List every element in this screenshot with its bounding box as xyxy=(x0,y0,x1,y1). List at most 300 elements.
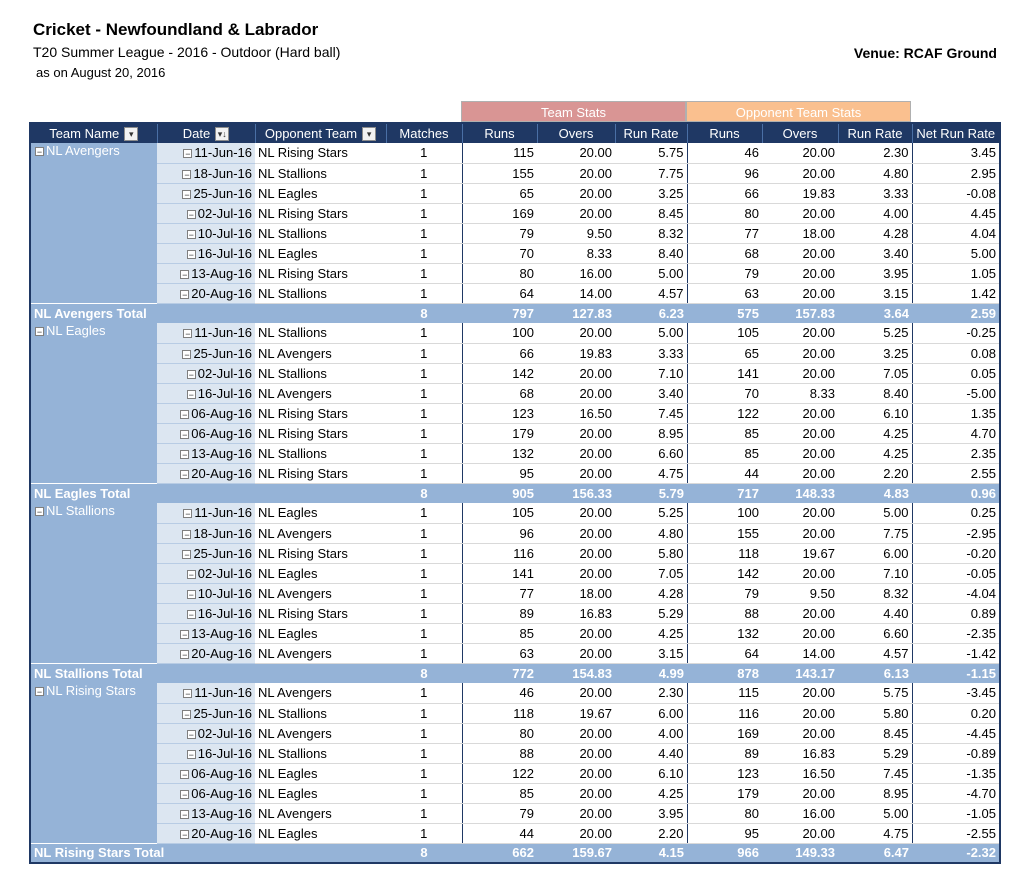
matches-cell: 1 xyxy=(386,323,462,343)
opp-overs-cell: 20.00 xyxy=(762,563,838,583)
opponent-cell: NL Avengers xyxy=(255,583,386,603)
opp-runs-cell: 96 xyxy=(687,163,762,183)
opp-runs-cell: 89 xyxy=(687,743,762,763)
opp-run-rate-cell: 5.00 xyxy=(838,503,912,523)
table-row xyxy=(30,363,1000,383)
runs-cell: 116 xyxy=(462,543,537,563)
team-stats-group-header: Team Stats xyxy=(461,101,686,122)
date-cell[interactable] xyxy=(157,323,255,343)
run-rate-cell: 5.75 xyxy=(615,143,687,163)
net-run-rate-cell: -4.04 xyxy=(912,583,1000,603)
total-overs-cell: 159.67 xyxy=(537,843,615,863)
col-header-overs: Overs xyxy=(537,123,615,143)
col-header-matches: Matches xyxy=(386,123,462,143)
col-header-run-rate: Run Rate xyxy=(615,123,687,143)
team-name-cell[interactable] xyxy=(30,143,157,303)
run-rate-cell: 4.75 xyxy=(615,463,687,483)
run-rate-cell: 8.95 xyxy=(615,423,687,443)
net-run-rate-cell: 3.45 xyxy=(912,143,1000,163)
collapse-toggle-icon[interactable]: − xyxy=(188,609,194,620)
table-row xyxy=(30,543,1000,563)
matches-cell: 1 xyxy=(386,343,462,363)
matches-cell: 1 xyxy=(386,203,462,223)
collapse-toggle-icon[interactable]: − xyxy=(182,789,188,800)
collapse-toggle-icon[interactable]: − xyxy=(184,529,190,540)
date-cell[interactable] xyxy=(157,243,255,263)
collapse-toggle-icon[interactable]: − xyxy=(184,169,190,180)
run-rate-cell: 5.80 xyxy=(615,543,687,563)
overs-cell: 20.00 xyxy=(537,383,615,403)
opponent-cell: NL Avengers xyxy=(255,383,386,403)
total-opp-runs-cell: 966 xyxy=(687,843,762,863)
date-label: 18-Jun-16 xyxy=(193,525,252,541)
net-run-rate-cell: -4.45 xyxy=(912,723,1000,743)
total-opp-runs-cell: 575 xyxy=(687,303,762,323)
collapse-toggle-icon[interactable]: − xyxy=(36,687,43,698)
net-run-rate-cell: -3.45 xyxy=(912,683,1000,703)
runs-cell: 105 xyxy=(462,503,537,523)
table-row xyxy=(30,803,1000,823)
collapse-toggle-icon[interactable]: − xyxy=(184,709,190,720)
opponent-cell: NL Stallions xyxy=(255,363,386,383)
opp-overs-cell: 20.00 xyxy=(762,363,838,383)
runs-cell: 63 xyxy=(462,643,537,663)
date-cell[interactable] xyxy=(157,823,255,843)
opp-runs-cell: 105 xyxy=(687,323,762,343)
opponent-cell: NL Rising Stars xyxy=(255,143,386,163)
overs-cell: 16.00 xyxy=(537,263,615,283)
total-overs-cell: 127.83 xyxy=(537,303,615,323)
opponent-cell: NL Eagles xyxy=(255,783,386,803)
overs-cell: 18.00 xyxy=(537,583,615,603)
matches-cell: 1 xyxy=(386,603,462,623)
date-label: 16-Jul-16 xyxy=(197,605,252,621)
table-row xyxy=(30,503,1000,523)
total-run-rate-cell: 5.79 xyxy=(615,483,687,503)
runs-cell: 80 xyxy=(462,263,537,283)
runs-cell: 64 xyxy=(462,283,537,303)
opp-overs-cell: 14.00 xyxy=(762,643,838,663)
total-matches-cell: 8 xyxy=(386,303,462,323)
opponent-cell: NL Stallions xyxy=(255,323,386,343)
opp-runs-cell: 80 xyxy=(687,803,762,823)
table-row xyxy=(30,403,1000,423)
net-run-rate-cell: -2.95 xyxy=(912,523,1000,543)
total-opp-overs-cell: 149.33 xyxy=(762,843,838,863)
team-total-row xyxy=(30,483,1000,503)
opp-run-rate-cell: 5.29 xyxy=(838,743,912,763)
overs-cell: 20.00 xyxy=(537,443,615,463)
runs-cell: 100 xyxy=(462,323,537,343)
runs-cell: 85 xyxy=(462,783,537,803)
team-name-cell[interactable] xyxy=(30,503,157,663)
overs-cell: 20.00 xyxy=(537,523,615,543)
date-label: 25-Jun-16 xyxy=(193,185,252,201)
overs-cell: 20.00 xyxy=(537,823,615,843)
total-net-run-rate-cell: -2.32 xyxy=(912,843,1000,863)
date-cell[interactable] xyxy=(157,803,255,823)
matches-cell: 1 xyxy=(386,683,462,703)
opp-overs-cell: 20.00 xyxy=(762,323,838,343)
date-label: 20-Aug-16 xyxy=(191,285,252,301)
table-row xyxy=(30,823,1000,843)
opp-run-rate-cell: 4.00 xyxy=(838,203,912,223)
runs-cell: 179 xyxy=(462,423,537,443)
opp-overs-cell: 20.00 xyxy=(762,423,838,443)
opponent-filter-dropdown-icon[interactable]: ▾ xyxy=(362,127,376,141)
collapse-toggle-icon[interactable]: − xyxy=(182,429,188,440)
collapse-toggle-icon[interactable]: − xyxy=(36,327,43,338)
date-cell[interactable] xyxy=(157,543,255,563)
date-cell[interactable] xyxy=(157,283,255,303)
collapse-toggle-icon[interactable]: − xyxy=(182,269,188,280)
opponent-cell: NL Eagles xyxy=(255,623,386,643)
run-rate-cell: 7.45 xyxy=(615,403,687,423)
col-header-date: Date ▾↓ xyxy=(157,123,255,143)
matches-cell: 1 xyxy=(386,243,462,263)
net-run-rate-cell: 4.45 xyxy=(912,203,1000,223)
opponent-cell: NL Eagles xyxy=(255,763,386,783)
opp-runs-cell: 116 xyxy=(687,703,762,723)
date-cell[interactable] xyxy=(157,723,255,743)
team-total-row xyxy=(30,663,1000,683)
net-run-rate-cell: 2.35 xyxy=(912,443,1000,463)
net-run-rate-cell: 2.95 xyxy=(912,163,1000,183)
table-row xyxy=(30,223,1000,243)
date-label: 02-Jul-16 xyxy=(197,725,252,741)
collapse-toggle-icon[interactable]: − xyxy=(188,729,194,740)
opponent-cell: NL Rising Stars xyxy=(255,603,386,623)
table-row xyxy=(30,423,1000,443)
matches-cell: 1 xyxy=(386,743,462,763)
opponent-cell: NL Rising Stars xyxy=(255,403,386,423)
team-total-label: NL Eagles Total xyxy=(30,483,386,503)
opp-overs-cell: 20.00 xyxy=(762,523,838,543)
runs-cell: 70 xyxy=(462,243,537,263)
run-rate-cell: 3.40 xyxy=(615,383,687,403)
runs-cell: 169 xyxy=(462,203,537,223)
team-name-cell[interactable] xyxy=(30,683,157,843)
table-row xyxy=(30,343,1000,363)
table-row xyxy=(30,203,1000,223)
collapse-toggle-icon[interactable]: − xyxy=(188,229,194,240)
date-label: 06-Aug-16 xyxy=(191,405,252,421)
run-rate-cell: 4.28 xyxy=(615,583,687,603)
matches-cell: 1 xyxy=(386,363,462,383)
opp-run-rate-cell: 3.40 xyxy=(838,243,912,263)
matches-cell: 1 xyxy=(386,523,462,543)
matches-cell: 1 xyxy=(386,263,462,283)
net-run-rate-cell: -4.70 xyxy=(912,783,1000,803)
total-overs-cell: 154.83 xyxy=(537,663,615,683)
collapse-toggle-icon[interactable]: − xyxy=(188,249,194,260)
date-cell[interactable] xyxy=(157,583,255,603)
collapse-toggle-icon[interactable]: − xyxy=(185,149,191,160)
opp-run-rate-cell: 6.60 xyxy=(838,623,912,643)
opp-overs-cell: 19.83 xyxy=(762,183,838,203)
runs-cell: 88 xyxy=(462,743,537,763)
date-cell[interactable] xyxy=(157,343,255,363)
matches-cell: 1 xyxy=(386,623,462,643)
run-rate-cell: 5.00 xyxy=(615,323,687,343)
date-label: 16-Jul-16 xyxy=(197,245,252,261)
date-label: 10-Jul-16 xyxy=(197,225,252,241)
total-overs-cell: 156.33 xyxy=(537,483,615,503)
runs-cell: 44 xyxy=(462,823,537,843)
date-label: 16-Jul-16 xyxy=(197,385,252,401)
date-label: 11-Jun-16 xyxy=(194,505,252,521)
overs-cell: 20.00 xyxy=(537,143,615,163)
opp-overs-cell: 16.50 xyxy=(762,763,838,783)
col-header-team-name: Team Name ▾ xyxy=(30,123,157,143)
date-cell[interactable] xyxy=(157,783,255,803)
opp-run-rate-cell: 2.30 xyxy=(838,143,912,163)
collapse-toggle-icon[interactable]: − xyxy=(184,349,190,360)
matches-cell: 1 xyxy=(386,503,462,523)
opp-overs-cell: 20.00 xyxy=(762,343,838,363)
date-cell[interactable] xyxy=(157,383,255,403)
collapse-toggle-icon[interactable]: − xyxy=(185,689,191,700)
table-row xyxy=(30,143,1000,163)
date-cell[interactable] xyxy=(157,463,255,483)
collapse-toggle-icon[interactable]: − xyxy=(185,329,191,340)
date-cell[interactable] xyxy=(157,143,255,163)
opp-overs-cell: 20.00 xyxy=(762,723,838,743)
net-run-rate-cell: 5.00 xyxy=(912,243,1000,263)
opp-overs-cell: 20.00 xyxy=(762,503,838,523)
collapse-toggle-icon[interactable]: − xyxy=(184,549,190,560)
collapse-toggle-icon[interactable]: − xyxy=(188,749,194,760)
overs-cell: 20.00 xyxy=(537,463,615,483)
opponent-cell: NL Avengers xyxy=(255,643,386,663)
opp-overs-cell: 19.67 xyxy=(762,543,838,563)
matches-cell: 1 xyxy=(386,563,462,583)
run-rate-cell: 4.57 xyxy=(615,283,687,303)
table-row xyxy=(30,523,1000,543)
team-name-label: NL Eagles xyxy=(46,323,106,338)
matches-cell: 1 xyxy=(386,643,462,663)
net-run-rate-cell: 4.70 xyxy=(912,423,1000,443)
table-row xyxy=(30,243,1000,263)
collapse-toggle-icon[interactable]: − xyxy=(182,649,188,660)
net-run-rate-cell: 4.04 xyxy=(912,223,1000,243)
overs-cell: 20.00 xyxy=(537,563,615,583)
date-sort-filter-icon[interactable]: ▾↓ xyxy=(215,127,229,141)
collapse-toggle-icon[interactable]: − xyxy=(182,409,188,420)
date-label: 18-Jun-16 xyxy=(193,165,252,181)
runs-cell: 155 xyxy=(462,163,537,183)
opp-runs-cell: 95 xyxy=(687,823,762,843)
col-header-runs: Runs xyxy=(462,123,537,143)
opp-run-rate-cell: 7.75 xyxy=(838,523,912,543)
opp-overs-cell: 16.00 xyxy=(762,803,838,823)
date-cell[interactable] xyxy=(157,503,255,523)
overs-cell: 9.50 xyxy=(537,223,615,243)
collapse-toggle-icon[interactable]: − xyxy=(36,147,43,158)
opp-run-rate-cell: 7.45 xyxy=(838,763,912,783)
opp-runs-cell: 79 xyxy=(687,583,762,603)
date-cell[interactable] xyxy=(157,163,255,183)
runs-cell: 96 xyxy=(462,523,537,543)
table-row xyxy=(30,283,1000,303)
net-run-rate-cell: -0.20 xyxy=(912,543,1000,563)
date-cell[interactable] xyxy=(157,523,255,543)
opp-run-rate-cell: 7.05 xyxy=(838,363,912,383)
overs-cell: 20.00 xyxy=(537,203,615,223)
opp-run-rate-cell: 6.10 xyxy=(838,403,912,423)
net-run-rate-cell: 1.05 xyxy=(912,263,1000,283)
collapse-toggle-icon[interactable]: − xyxy=(188,369,194,380)
collapse-toggle-icon[interactable]: − xyxy=(188,589,194,600)
date-label: 11-Jun-16 xyxy=(194,145,252,161)
net-run-rate-cell: -1.35 xyxy=(912,763,1000,783)
collapse-toggle-icon[interactable]: − xyxy=(182,289,188,300)
opp-overs-cell: 20.00 xyxy=(762,283,838,303)
opp-overs-cell: 20.00 xyxy=(762,683,838,703)
date-label: 20-Aug-16 xyxy=(191,465,252,481)
collapse-toggle-icon[interactable]: − xyxy=(182,469,188,480)
runs-cell: 132 xyxy=(462,443,537,463)
opp-run-rate-cell: 5.00 xyxy=(838,803,912,823)
report-date: as on August 20, 2016 xyxy=(36,65,166,80)
date-cell[interactable] xyxy=(157,403,255,423)
date-cell[interactable] xyxy=(157,763,255,783)
date-label: 13-Aug-16 xyxy=(191,625,252,641)
team-name-filter-dropdown-icon[interactable]: ▾ xyxy=(124,127,138,141)
opp-run-rate-cell: 3.95 xyxy=(838,263,912,283)
opponent-cell: NL Stallions xyxy=(255,283,386,303)
opponent-cell: NL Avengers xyxy=(255,343,386,363)
opponent-cell: NL Eagles xyxy=(255,503,386,523)
date-cell[interactable] xyxy=(157,743,255,763)
opp-overs-cell: 16.83 xyxy=(762,743,838,763)
net-run-rate-cell: 0.20 xyxy=(912,703,1000,723)
date-cell[interactable] xyxy=(157,603,255,623)
total-net-run-rate-cell: 0.96 xyxy=(912,483,1000,503)
date-cell[interactable] xyxy=(157,203,255,223)
opp-runs-cell: 100 xyxy=(687,503,762,523)
matches-cell: 1 xyxy=(386,583,462,603)
report-subtitle: T20 Summer League - 2016 - Outdoor (Hard ball) xyxy=(33,44,341,60)
overs-cell: 20.00 xyxy=(537,503,615,523)
net-run-rate-cell: 2.55 xyxy=(912,463,1000,483)
table-row xyxy=(30,443,1000,463)
runs-cell: 122 xyxy=(462,763,537,783)
date-cell[interactable] xyxy=(157,263,255,283)
collapse-toggle-icon[interactable]: − xyxy=(182,769,188,780)
opp-overs-cell: 20.00 xyxy=(762,623,838,643)
opp-overs-cell: 20.00 xyxy=(762,243,838,263)
overs-cell: 20.00 xyxy=(537,683,615,703)
run-rate-cell: 2.20 xyxy=(615,823,687,843)
team-name-cell[interactable] xyxy=(30,323,157,483)
date-cell[interactable] xyxy=(157,443,255,463)
opp-run-rate-cell: 3.25 xyxy=(838,343,912,363)
date-label: 16-Jul-16 xyxy=(197,745,252,761)
overs-cell: 20.00 xyxy=(537,803,615,823)
overs-cell: 16.83 xyxy=(537,603,615,623)
collapse-toggle-icon[interactable]: − xyxy=(188,389,194,400)
total-opp-run-rate-cell: 6.47 xyxy=(838,843,912,863)
total-opp-run-rate-cell: 3.64 xyxy=(838,303,912,323)
collapse-toggle-icon[interactable]: − xyxy=(185,509,191,520)
opponent-cell: NL Eagles xyxy=(255,243,386,263)
opponent-cell: NL Rising Stars xyxy=(255,543,386,563)
date-label: 02-Jul-16 xyxy=(197,365,252,381)
collapse-toggle-icon[interactable]: − xyxy=(182,809,188,820)
collapse-toggle-icon[interactable]: − xyxy=(182,449,188,460)
overs-cell: 19.83 xyxy=(537,343,615,363)
matches-cell: 1 xyxy=(386,723,462,743)
table-row xyxy=(30,183,1000,203)
date-cell[interactable] xyxy=(157,223,255,243)
date-label: 06-Aug-16 xyxy=(191,425,252,441)
collapse-toggle-icon[interactable]: − xyxy=(188,569,194,580)
collapse-toggle-icon[interactable]: − xyxy=(184,189,190,200)
run-rate-cell: 7.10 xyxy=(615,363,687,383)
report-title: Cricket - Newfoundland & Labrador xyxy=(33,20,319,39)
total-matches-cell: 8 xyxy=(386,663,462,683)
collapse-toggle-icon[interactable]: − xyxy=(36,507,43,518)
team-total-row xyxy=(30,303,1000,323)
total-matches-cell: 8 xyxy=(386,483,462,503)
net-run-rate-cell: 1.42 xyxy=(912,283,1000,303)
collapse-toggle-icon[interactable]: − xyxy=(182,629,188,640)
date-label: 06-Aug-16 xyxy=(191,765,252,781)
runs-cell: 118 xyxy=(462,703,537,723)
date-label: 13-Aug-16 xyxy=(191,445,252,461)
matches-cell: 1 xyxy=(386,463,462,483)
opponent-cell: NL Eagles xyxy=(255,183,386,203)
date-cell[interactable] xyxy=(157,563,255,583)
opponent-cell: NL Rising Stars xyxy=(255,263,386,283)
date-cell[interactable] xyxy=(157,643,255,663)
overs-cell: 20.00 xyxy=(537,163,615,183)
net-run-rate-cell: 0.89 xyxy=(912,603,1000,623)
opp-run-rate-cell: 4.57 xyxy=(838,643,912,663)
opp-runs-cell: 85 xyxy=(687,443,762,463)
date-cell[interactable] xyxy=(157,683,255,703)
total-opp-run-rate-cell: 4.83 xyxy=(838,483,912,503)
run-rate-cell: 6.60 xyxy=(615,443,687,463)
collapse-toggle-icon[interactable]: − xyxy=(182,829,188,840)
total-net-run-rate-cell: -1.15 xyxy=(912,663,1000,683)
date-cell[interactable] xyxy=(157,703,255,723)
runs-cell: 79 xyxy=(462,223,537,243)
date-cell[interactable] xyxy=(157,423,255,443)
col-header-opp-overs: Overs xyxy=(762,123,838,143)
date-cell[interactable] xyxy=(157,183,255,203)
matches-cell: 1 xyxy=(386,423,462,443)
opp-runs-cell: 142 xyxy=(687,563,762,583)
table-row xyxy=(30,603,1000,623)
opp-run-rate-cell: 5.80 xyxy=(838,703,912,723)
opp-runs-cell: 64 xyxy=(687,643,762,663)
collapse-toggle-icon[interactable]: − xyxy=(188,209,194,220)
opp-runs-cell: 88 xyxy=(687,603,762,623)
date-cell[interactable] xyxy=(157,363,255,383)
run-rate-cell: 4.40 xyxy=(615,743,687,763)
total-opp-overs-cell: 157.83 xyxy=(762,303,838,323)
total-net-run-rate-cell: 2.59 xyxy=(912,303,1000,323)
total-runs-cell: 662 xyxy=(462,843,537,863)
table-row xyxy=(30,383,1000,403)
table-row xyxy=(30,703,1000,723)
team-total-label: NL Stallions Total xyxy=(30,663,386,683)
team-total-row xyxy=(30,843,1000,863)
date-cell[interactable] xyxy=(157,623,255,643)
matches-cell: 1 xyxy=(386,183,462,203)
